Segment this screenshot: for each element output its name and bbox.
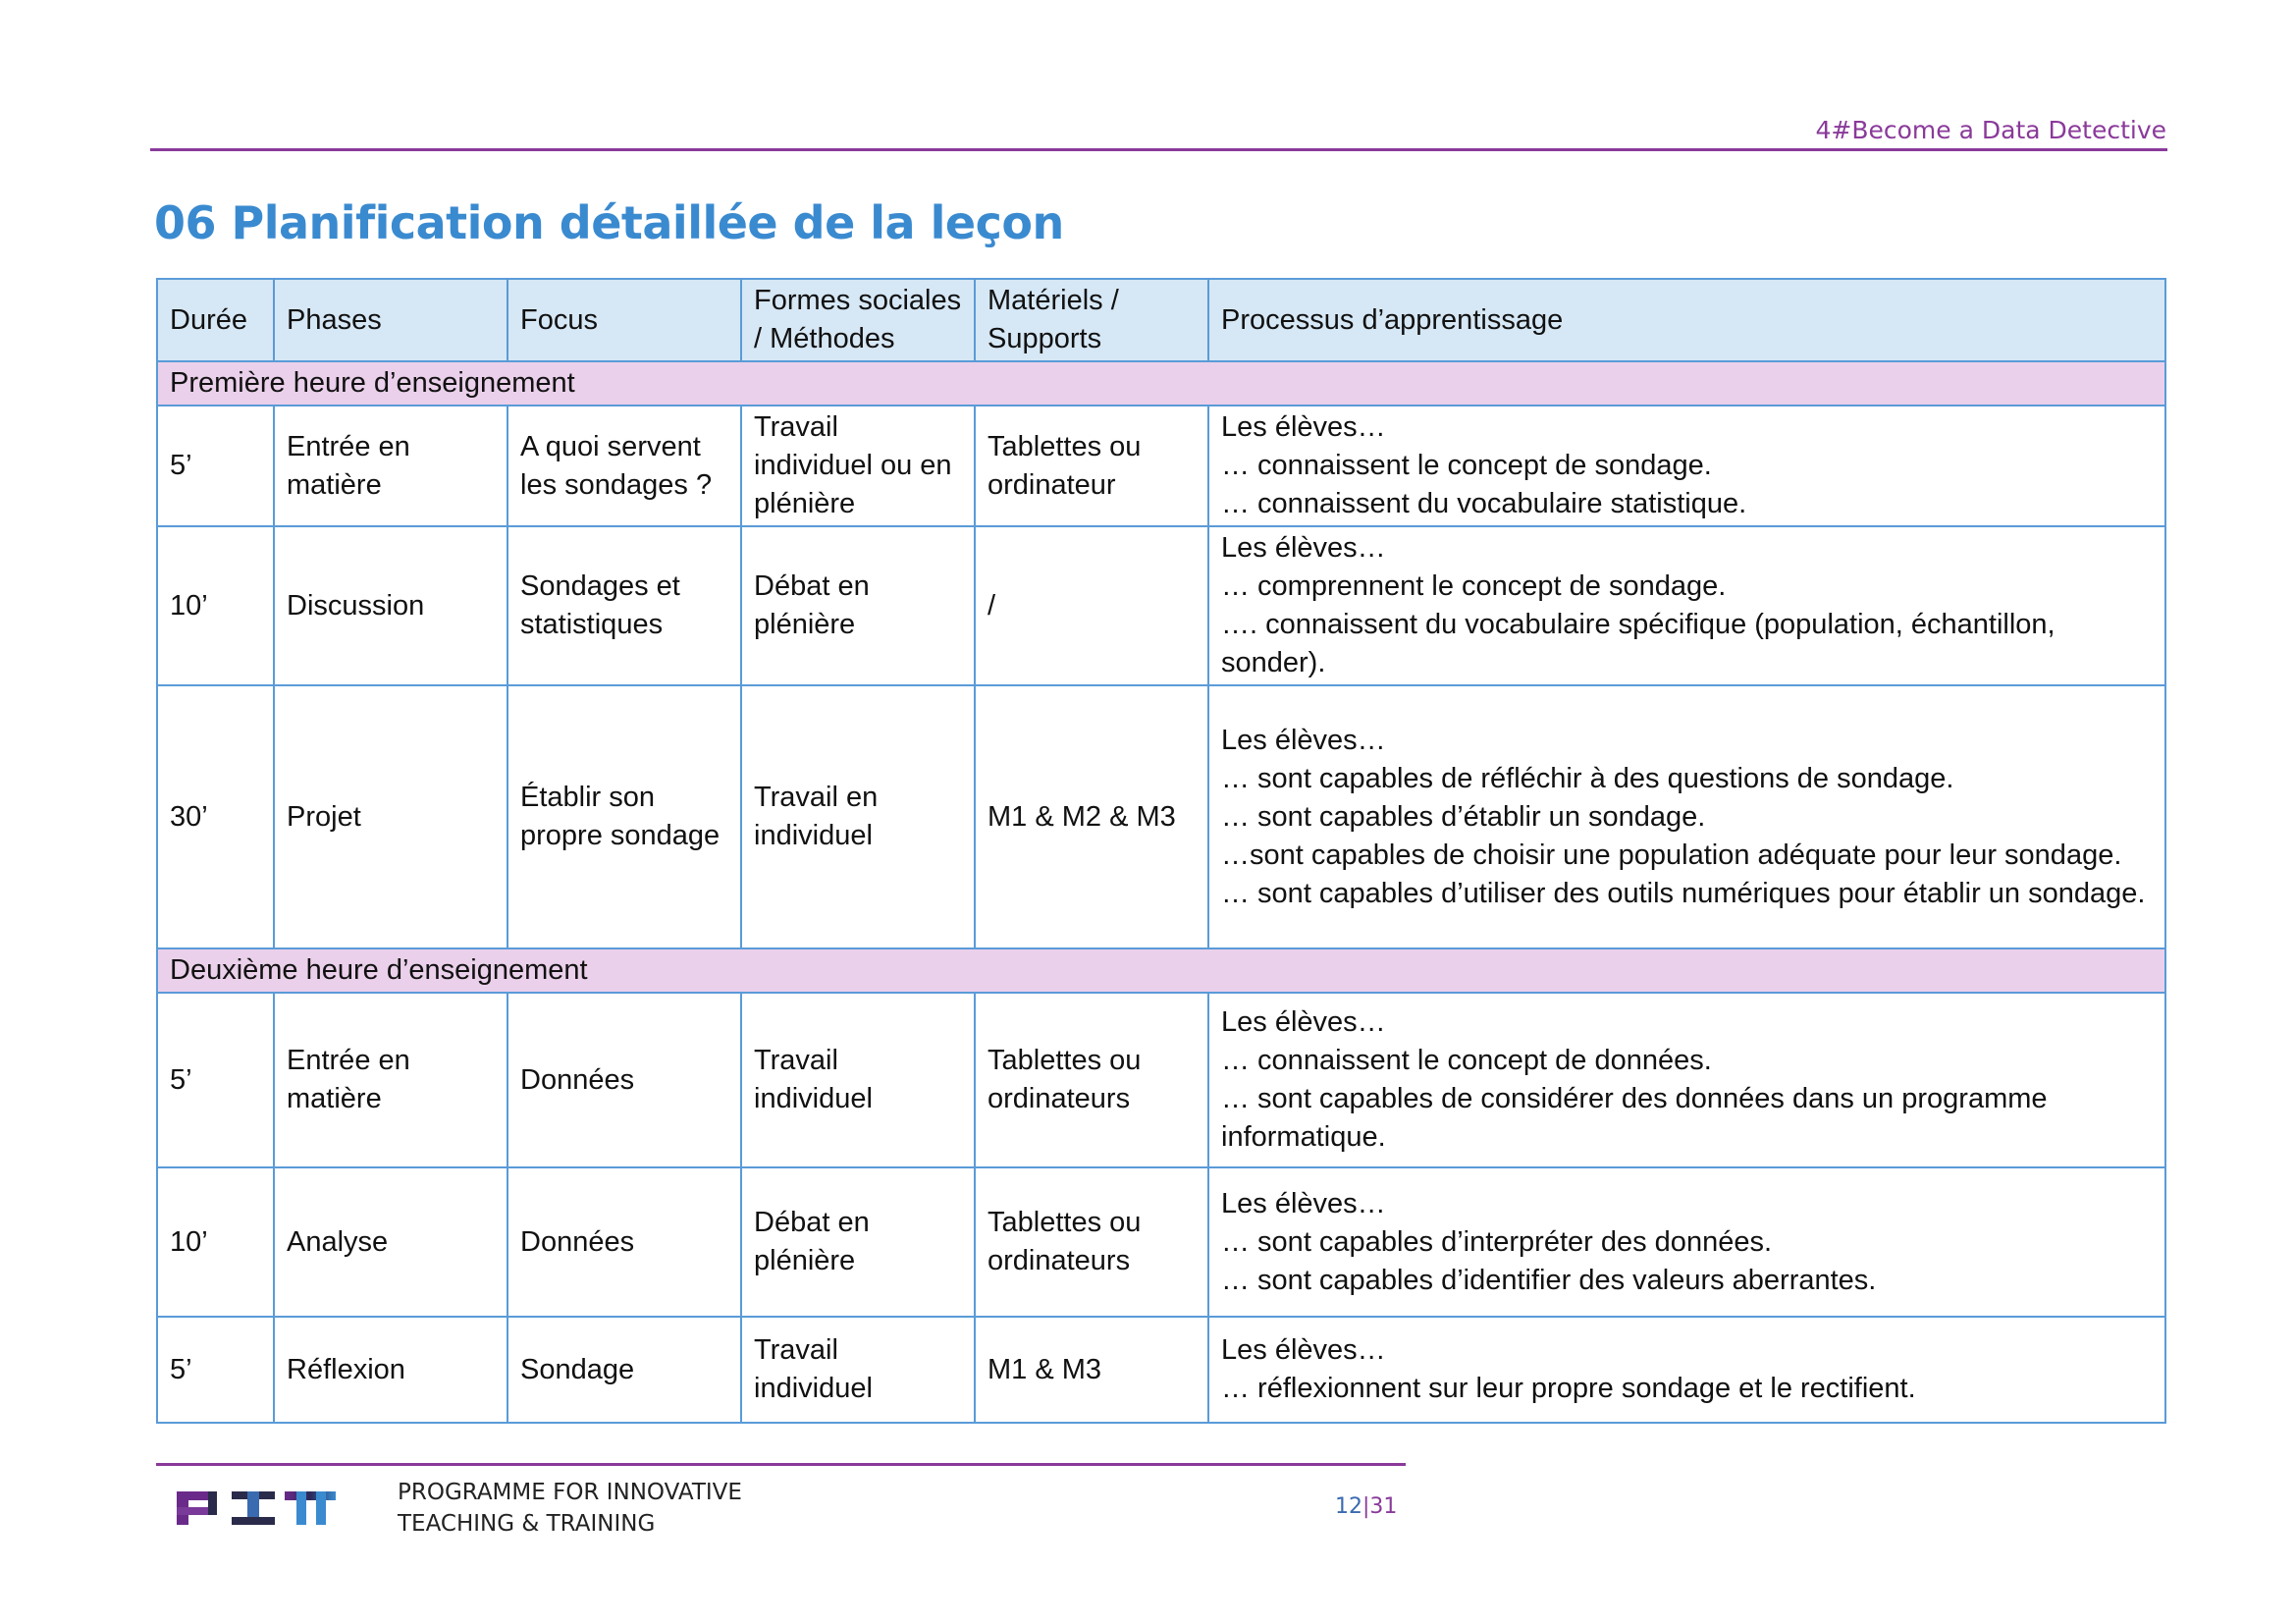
section-row [157, 361, 2165, 406]
page-number [1335, 1494, 1397, 1519]
column-header-focus: Focus [507, 279, 741, 361]
program-name [398, 1477, 742, 1540]
column-header-processus: Processus d’apprentissage [1208, 279, 2165, 361]
lesson-plan-table [156, 278, 2166, 1424]
cell-materiel: Tablettes ou ordinateur [975, 406, 1208, 526]
page-current: 12 [1335, 1494, 1362, 1519]
table-header-row [157, 279, 2165, 361]
cell-processus [1208, 685, 2165, 948]
column-header-duree: Durée [157, 279, 274, 361]
cell-materiel: / [975, 526, 1208, 685]
page-title: 06 Planification détaillée de la leçon [154, 196, 1064, 249]
learning-outcome-line: … sont capables d’établir un sondage. [1221, 800, 1706, 833]
column-header-phases: Phases [274, 279, 507, 361]
cell-focus: Données [507, 1167, 741, 1317]
learning-outcome-line: … sont capables d’identifier des valeurs aberrantes. [1221, 1264, 1877, 1296]
cell-materiel: Tablettes ou ordinateurs [975, 1167, 1208, 1317]
column-header-materiels: Matériels / Supports [975, 279, 1208, 361]
cell-phase: Entrée en matière [274, 406, 507, 526]
table-row [157, 1317, 2165, 1423]
cell-phase: Réflexion [274, 1317, 507, 1423]
learning-outcome-line: … connaissent le concept de données. [1221, 1045, 1712, 1076]
learning-outcome-line: …. connaissent du vocabulaire spécifique (population, échantillon, sonder). [1221, 609, 2056, 678]
learning-outcome-line: … connaissent le concept de sondage. [1221, 450, 1712, 481]
learning-outcome-line: … connaissent du vocabulaire statistique. [1221, 488, 1747, 519]
cell-forme: Débat en plénière [741, 1167, 975, 1317]
header-divider [150, 148, 2167, 151]
section-row [157, 948, 2165, 993]
cell-materiel: Tablettes ou ordinateurs [975, 993, 1208, 1167]
learning-outcome-line: Les élèves… [1221, 1187, 1386, 1219]
column-header-formes: Formes sociales / Méthodes [741, 279, 975, 361]
learning-outcome-line: … réflexionnent sur leur propre sondage et le rectifient. [1221, 1373, 1916, 1404]
cell-duree: 10’ [157, 526, 274, 685]
cell-phase: Projet [274, 685, 507, 948]
learning-outcome-line: Les élèves… [1221, 532, 1386, 564]
table-row [157, 406, 2165, 526]
cell-phase: Analyse [274, 1167, 507, 1317]
learning-outcome-line: … sont capables d’utiliser des outils numériques pour établir un sondage. [1221, 877, 2146, 909]
page-total: 31 [1369, 1494, 1398, 1519]
cell-processus [1208, 526, 2165, 685]
learning-outcome-line: … sont capables de réfléchir à des questions de sondage. [1221, 762, 1954, 794]
cell-focus: A quoi servent les sondages ? [507, 406, 741, 526]
cell-focus: Établir son propre sondage [507, 685, 741, 948]
cell-duree: 5’ [157, 406, 274, 526]
footer-divider [156, 1463, 1406, 1466]
learning-outcome-line: Les élèves… [1221, 411, 1386, 443]
section-label: Première heure d’enseignement [157, 361, 2165, 406]
document-series-tag: 4#Become a Data Detective [1815, 116, 2166, 144]
cell-processus [1208, 1167, 2165, 1317]
table-row [157, 1167, 2165, 1317]
cell-materiel: M1 & M3 [975, 1317, 1208, 1423]
cell-duree: 5’ [157, 993, 274, 1167]
cell-phase: Discussion [274, 526, 507, 685]
table-row [157, 993, 2165, 1167]
learning-outcome-line: … sont capables d’interpréter des données. [1221, 1225, 1773, 1258]
cell-forme: Travail individuel [741, 993, 975, 1167]
cell-forme: Travail individuel [741, 1317, 975, 1423]
learning-outcome-line: Les élèves… [1221, 724, 1386, 756]
learning-outcome-line: Les élèves… [1221, 1334, 1386, 1366]
learning-outcome-line: … sont capables de considérer des données dans un programme informatique. [1221, 1083, 2048, 1153]
learning-outcome-line: …sont capables de choisir une population adéquate pour leur sondage. [1221, 839, 2122, 871]
program-name-line-2: TEACHING & TRAINING [398, 1511, 656, 1537]
cell-duree: 30’ [157, 685, 274, 948]
learning-outcome-line: … comprennent le concept de sondage. [1221, 570, 1727, 602]
cell-focus: Sondage [507, 1317, 741, 1423]
cell-duree: 5’ [157, 1317, 274, 1423]
cell-forme: Débat en plénière [741, 526, 975, 685]
cell-duree: 10’ [157, 1167, 274, 1317]
cell-processus [1208, 1317, 2165, 1423]
table-row [157, 526, 2165, 685]
page-separator: | [1362, 1494, 1370, 1519]
cell-forme: Travail individuel ou en plénière [741, 406, 975, 526]
cell-processus [1208, 993, 2165, 1167]
pit-logo [175, 1488, 337, 1527]
program-name-line-1: PROGRAMME FOR INNOVATIVE [398, 1480, 742, 1505]
table-row [157, 685, 2165, 948]
cell-processus [1208, 406, 2165, 526]
section-label: Deuxième heure d’enseignement [157, 948, 2165, 993]
cell-phase: Entrée en matière [274, 993, 507, 1167]
cell-forme: Travail en individuel [741, 685, 975, 948]
cell-focus: Sondages et statistiques [507, 526, 741, 685]
cell-focus: Données [507, 993, 741, 1167]
cell-materiel: M1 & M2 & M3 [975, 685, 1208, 948]
learning-outcome-line: Les élèves… [1221, 1006, 1386, 1038]
